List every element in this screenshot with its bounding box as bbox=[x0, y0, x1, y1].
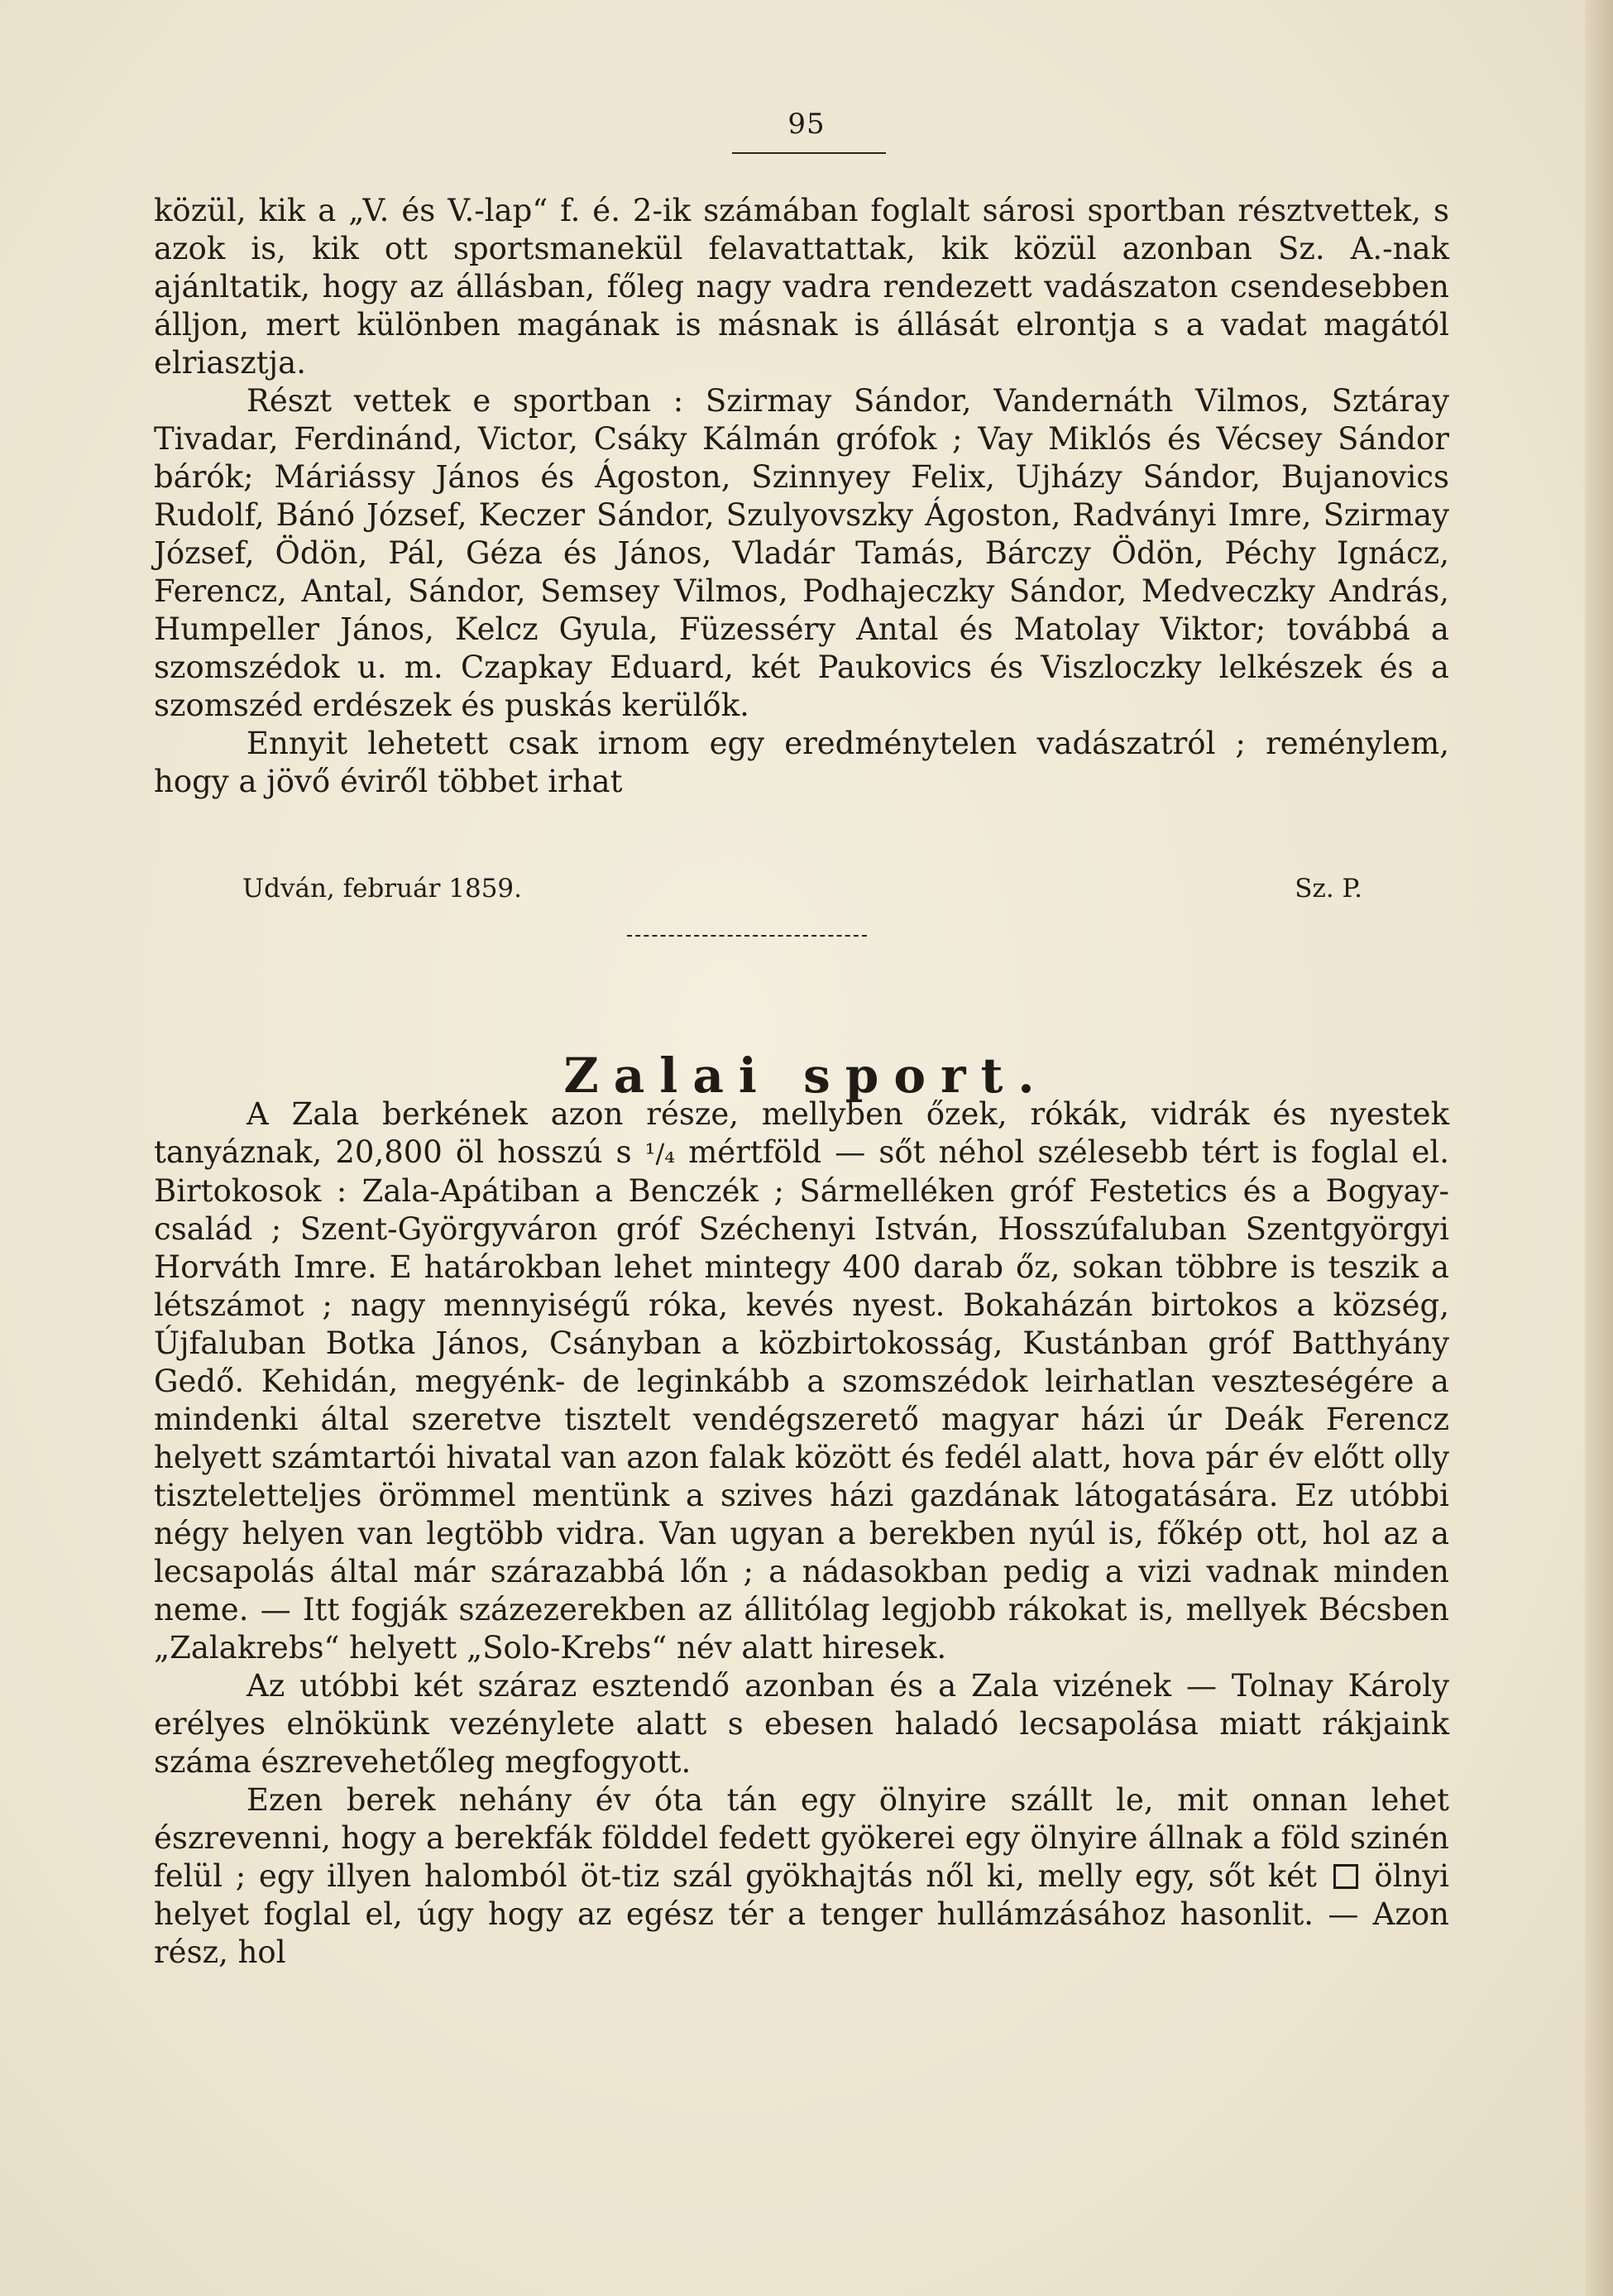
square-unit-icon bbox=[1333, 1864, 1358, 1889]
zalai-sport-body bbox=[154, 1095, 1449, 1972]
territory-text-end: mértföld — sőt néhol szélesebb tért is foglal el. Birtokosok : Zala-Apátiban a Benczék ; Sármelléken gróf Festetics és a Bogyay-család ; Szent-Györgyváron gróf Széchenyi István, Hosszúfaluban Szentgyörgyi Horváth Imre. E határokban lehet mintegy 400 darab őz, sokan többre is teszik a létszámot ; nagy mennyiségű róka, kevés nyest. Bokaházán birtokos a község, Újfaluban Botka János, Csányban a közbirtokosság, Kustánban gróf Batthyány Gedő. Kehidán, megyénk- de leginkább a szomszédok leirhatlan veszteségére a mindenki által szeretve tisztelt vendégszerető magyar házi úr Deák Ferencz helyett számtartói hivatal van azon falak között és fedél alatt, hova pár év előtt olly tiszteletteljes örömmel mentünk a szives házi gazdának látogatására. Ez utóbbi négy helyen van legtöbb vidra. Van ugyan a berekben nyúl is, főkép ott, hol az a lecsapolás által már szárazabbá lőn ; a nádasokban pedig a vizi vadnak minden neme. — Itt fogják százezerekben az állitólag legjobb rákokat is, mellyek Bécsben „Zalakrebs“ helyett „Solo-Krebs“ név alatt hiresek. bbox=[154, 1134, 1450, 1666]
paragraph-intro: közül, kik a „V. és V.-lap“ f. é. 2-ik számában foglalt sárosi sportban résztvettek, s azok is, kik ott sportsmanekül felavattattak, kik közül azonban Sz. A.-nak ajánltatik, hogy az állásban, főleg nagy vadra rendezett vadászaton csendesebben álljon, mert különben magának is másnak is állását elrontja s a vadat magától elriasztja. bbox=[154, 193, 1449, 381]
paragraph-territory bbox=[154, 1095, 1449, 1667]
fraction-quarter: ¹/₄ bbox=[644, 1138, 676, 1169]
book-spine-shadow bbox=[1585, 0, 1613, 2296]
author-initials: Sz. P. bbox=[1295, 874, 1362, 904]
subsidence-text-start: Ezen berek nehány év óta tán egy ölnyire szállt le, mit onnan lehet észrevenni, hogy a berekfák földdel fedett gyökerei egy ölnyire állnak a föld szinén felül ; egy illyen halomból öt-tiz szál gyökhajtás nől ki, melly egy, sőt két bbox=[154, 1782, 1449, 1894]
sarosi-sport-continuation bbox=[154, 192, 1449, 801]
section-divider bbox=[627, 935, 867, 937]
paragraph-subsidence bbox=[154, 1781, 1449, 1972]
territory-text-start: A Zala berkének azon része, mellyben őzek, rókák, vidrák és nyestek tanyáznak, 20,800 öl hosszú s bbox=[154, 1096, 1449, 1170]
page-number: 95 bbox=[787, 108, 826, 141]
page-number-rule bbox=[732, 152, 886, 154]
paragraph-participants: Részt vettek e sportban : Szirmay Sándor, Vandernáth Vilmos, Sztáray Tivadar, Ferdinánd, Victor, Csáky Kálmán grófok ; Vay Miklós és Vécsey Sándor bárók; Máriássy János és Ágoston, Szinnyey Felix, Ujházy Sándor, Bujanovics Rudolf, Bánó József, Keczer Sándor, Szulyovszky Ágoston, Radványi Imre, Szirmay József, Ödön, Pál, Géza és János, Vladár Tamás, Bárczy Ödön, Péchy Ignácz, Ferencz, Antal, Sándor, Semsey Vilmos, Podhajeczky Sándor, Medveczky András, Humpeller János, Kelcz Gyula, Füzesséry Antal és Matolay Viktor; továbbá a szomszédok u. m. Czapkay Eduard, két Paukovics és Viszloczky lelkészek és a szomszéd erdészek és puskás kerülők. bbox=[154, 383, 1449, 723]
paragraph-closing: Ennyit lehetett csak irnom egy eredménytelen vadászatról ; reménylem, hogy a jövő éviről többet irhat bbox=[154, 726, 1449, 799]
article-heading: Zalai sport. bbox=[563, 1047, 1050, 1104]
place-date: Udván, február 1859. bbox=[242, 874, 522, 904]
subsidence-text-end: ölnyi helyet foglal el, úgy hogy az egész tér a tenger hullámzásához hasonlit. — Azon rész, hol bbox=[154, 1858, 1450, 1970]
signature-row bbox=[242, 874, 1362, 904]
paragraph-drought: Az utóbbi két száraz esztendő azonban és a Zala vizének — Tolnay Károly erélyes elnökünk vezénylete alatt s ebesen haladó lecsapolása miatt rákjaink száma észrevehetőleg megfogyott. bbox=[154, 1668, 1449, 1780]
